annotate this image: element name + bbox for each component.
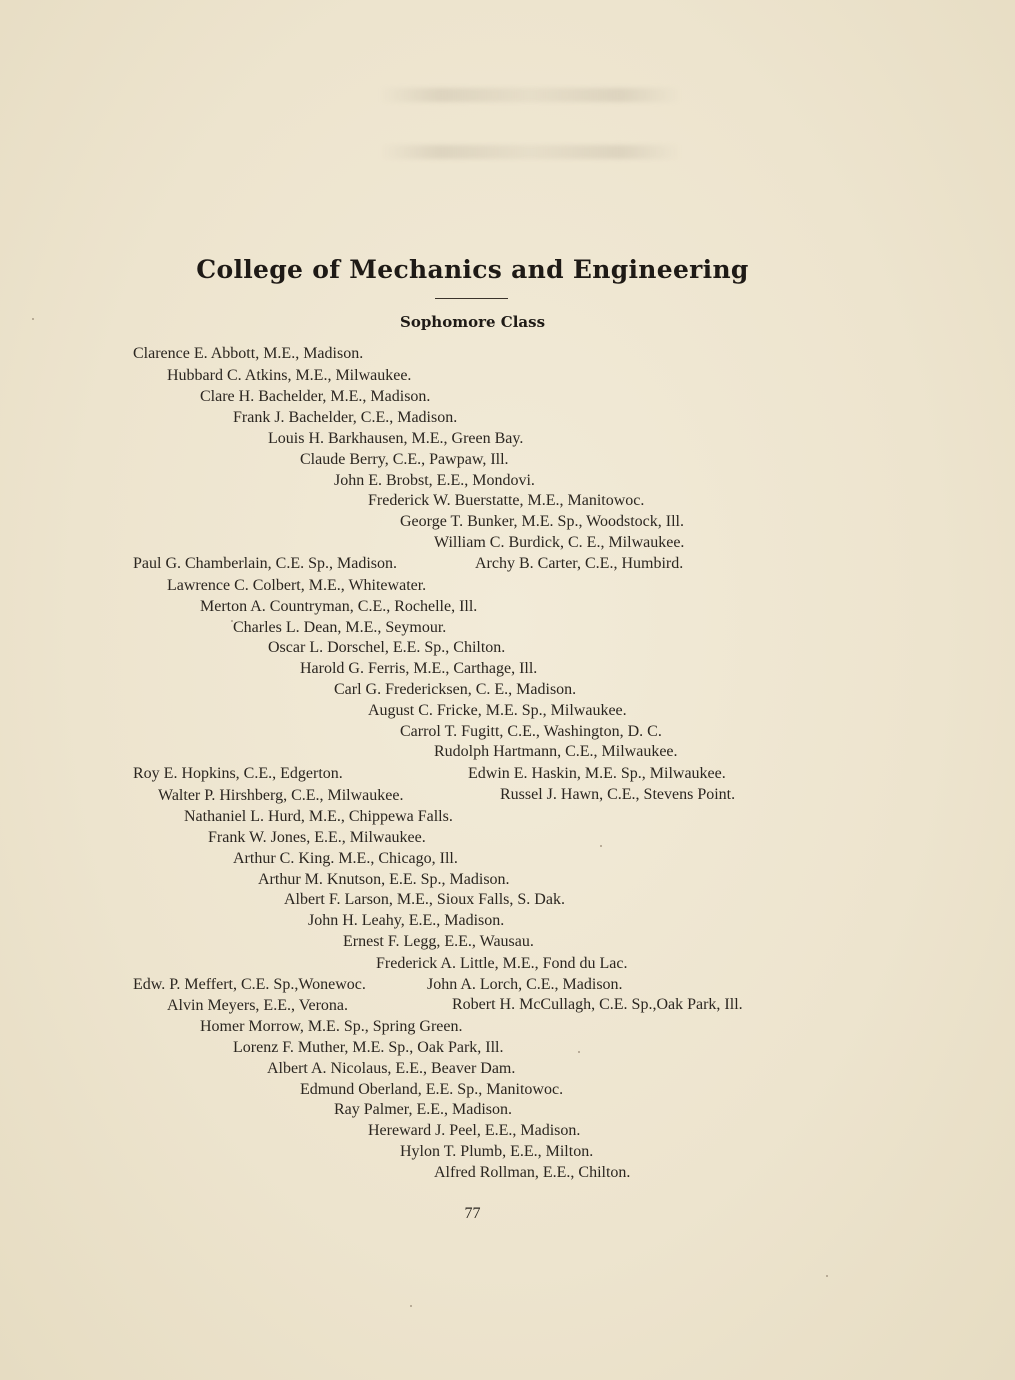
list-item: Roy E. Hopkins, C.E., Edgerton.: [133, 765, 343, 782]
paper-speck: [600, 845, 602, 847]
bleed-through-text: [380, 88, 680, 102]
page-number: 77: [464, 1205, 481, 1222]
list-item: Ernest F. Legg, E.E., Wausau.: [343, 933, 534, 950]
paper-speck: [826, 1275, 828, 1277]
page-title: College of Mechanics and Engineering: [196, 255, 749, 284]
paper-speck: [231, 620, 233, 622]
list-item: Merton A. Countryman, C.E., Rochelle, Ill.: [200, 598, 478, 615]
list-item: Hereward J. Peel, E.E., Madison.: [368, 1122, 581, 1139]
list-item: Harold G. Ferris, M.E., Carthage, Ill.: [300, 660, 538, 677]
list-item: Clarence E. Abbott, M.E., Madison.: [133, 345, 364, 362]
list-item: Frederick A. Little, M.E., Fond du Lac.: [376, 955, 628, 972]
list-item: Nathaniel L. Hurd, M.E., Chippewa Falls.: [184, 808, 453, 825]
list-item: Archy B. Carter, C.E., Humbird.: [475, 555, 684, 572]
list-item: William C. Burdick, C. E., Milwaukee.: [434, 534, 685, 551]
title-divider: [435, 298, 508, 299]
section-subtitle: Sophomore Class: [399, 313, 546, 331]
list-item: Ray Palmer, E.E., Madison.: [334, 1101, 512, 1118]
list-item: Carl G. Fredericksen, C. E., Madison.: [334, 681, 577, 698]
list-item: Oscar L. Dorschel, E.E. Sp., Chilton.: [268, 639, 506, 656]
list-item: Louis H. Barkhausen, M.E., Green Bay.: [268, 430, 524, 447]
list-item: Russel J. Hawn, C.E., Stevens Point.: [500, 786, 736, 803]
paper-speck: [410, 1305, 412, 1307]
list-item: Rudolph Hartmann, C.E., Milwaukee.: [434, 743, 678, 760]
list-item: Frederick W. Buerstatte, M.E., Manitowoc.: [368, 492, 645, 509]
list-item: Paul G. Chamberlain, C.E. Sp., Madison.: [133, 555, 397, 572]
list-item: John A. Lorch, C.E., Madison.: [427, 976, 623, 993]
bleed-through-text: [380, 145, 680, 159]
paper-speck: [578, 1051, 580, 1053]
list-item: Charles L. Dean, M.E., Seymour.: [233, 619, 447, 636]
list-item: George T. Bunker, M.E. Sp., Woodstock, Ill.: [400, 513, 684, 530]
list-item: Carrol T. Fugitt, C.E., Washington, D. C.: [400, 723, 662, 740]
list-item: Lorenz F. Muther, M.E. Sp., Oak Park, Ill.: [233, 1039, 504, 1056]
list-item: Edmund Oberland, E.E. Sp., Manitowoc.: [300, 1081, 564, 1098]
list-item: Albert F. Larson, M.E., Sioux Falls, S. Dak.: [284, 891, 565, 908]
list-item: John E. Brobst, E.E., Mondovi.: [334, 472, 535, 489]
list-item: August C. Fricke, M.E. Sp., Milwaukee.: [368, 702, 627, 719]
list-item: Arthur C. King. M.E., Chicago, Ill.: [233, 850, 458, 867]
list-item: Edw. P. Meffert, C.E. Sp.,Wonewoc.: [133, 976, 366, 993]
list-item: Frank J. Bachelder, C.E., Madison.: [233, 409, 458, 426]
list-item: John H. Leahy, E.E., Madison.: [308, 912, 505, 929]
list-item: Alfred Rollman, E.E., Chilton.: [434, 1164, 631, 1181]
list-item: Walter P. Hirshberg, C.E., Milwaukee.: [158, 787, 404, 804]
list-item: Clare H. Bachelder, M.E., Madison.: [200, 388, 431, 405]
list-item: Hylon T. Plumb, E.E., Milton.: [400, 1143, 594, 1160]
paper-speck: [32, 318, 34, 320]
list-item: Edwin E. Haskin, M.E. Sp., Milwaukee.: [468, 765, 726, 782]
list-item: Alvin Meyers, E.E., Verona.: [167, 997, 348, 1014]
list-item: Lawrence C. Colbert, M.E., Whitewater.: [167, 577, 427, 594]
list-item: Homer Morrow, M.E. Sp., Spring Green.: [200, 1018, 463, 1035]
list-item: Claude Berry, C.E., Pawpaw, Ill.: [300, 451, 509, 468]
list-item: Robert H. McCullagh, C.E. Sp.,Oak Park, Ill.: [452, 996, 743, 1013]
list-item: Albert A. Nicolaus, E.E., Beaver Dam.: [267, 1060, 516, 1077]
list-item: Arthur M. Knutson, E.E. Sp., Madison.: [258, 871, 510, 888]
list-item: Frank W. Jones, E.E., Milwaukee.: [208, 829, 426, 846]
list-item: Hubbard C. Atkins, M.E., Milwaukee.: [167, 367, 412, 384]
